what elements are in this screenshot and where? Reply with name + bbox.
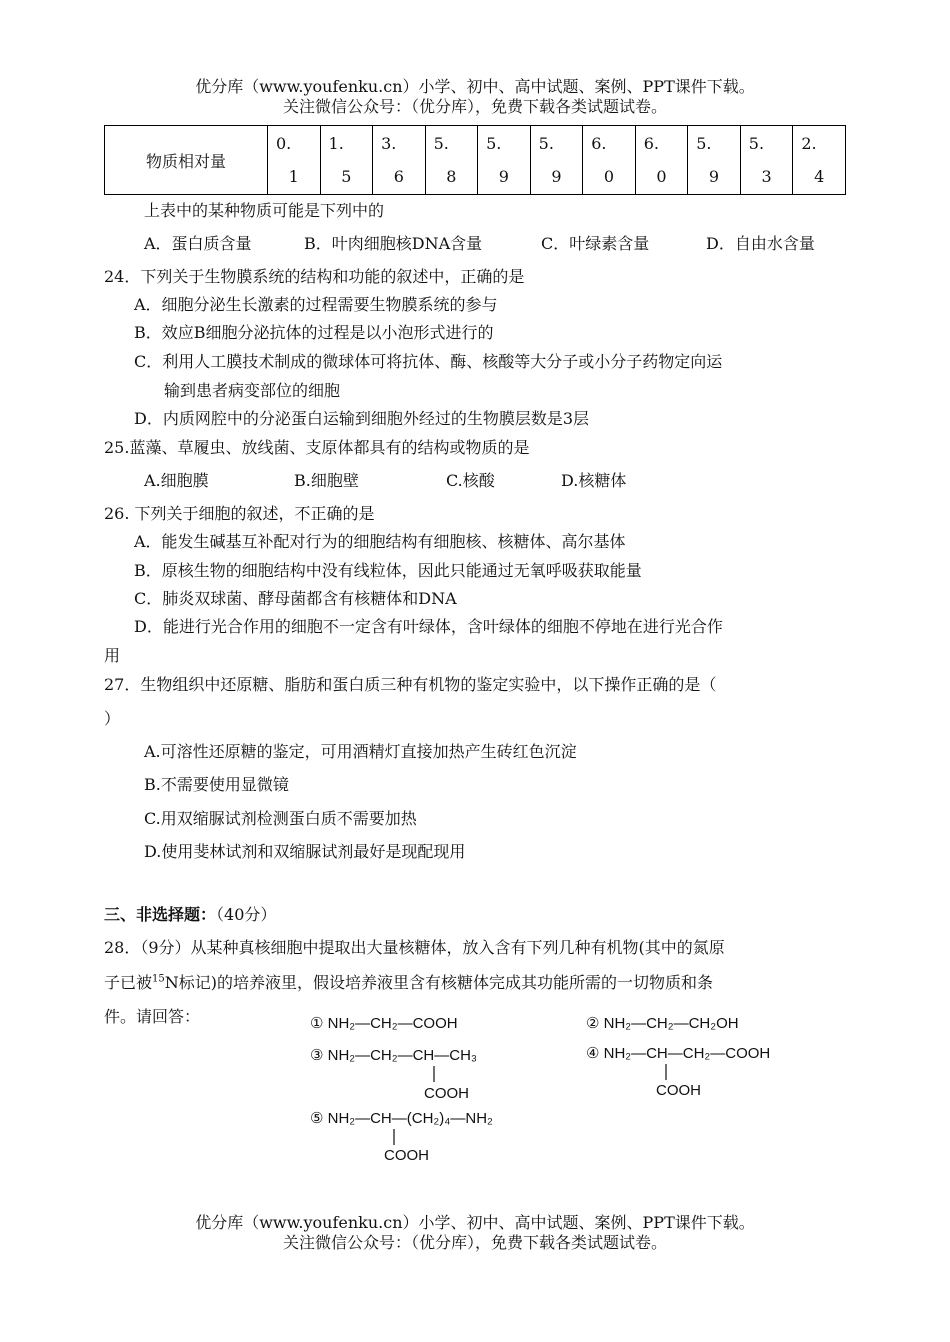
footer-line-1: 优分库（www.youfenku.cn）小学、初中、高中试题、案例、PPT课件下载。	[195, 1213, 755, 1232]
structure-1: ① NH₂—CH₂—COOH	[310, 1015, 458, 1032]
q24-option-c-line1: C．利用人工膜技术制成的微球体可将抗体、酶、核酸等大分子或小分子药物定向运	[134, 352, 723, 371]
q25-options	[144, 470, 626, 492]
q24-stem: 24．下列关于生物膜系统的结构和功能的叙述中，正确的是	[104, 267, 525, 286]
amino-acid-structures	[310, 1010, 790, 1170]
q28-line2: 子已被$^{15}$N标记)的培养液里，假设培养液里含有核糖体完成其功能所需的一切物质和条	[104, 973, 713, 992]
table-cell: 5. 3	[740, 126, 793, 195]
header-line-2: 关注微信公众号：（优分库），免费下载各类试题试卷。	[282, 97, 667, 116]
table-cell: 6. 0	[635, 126, 688, 195]
header-line-1: 优分库（www.youfenku.cn）小学、初中、高中试题、案例、PPT课件下载。	[195, 77, 755, 96]
q25-option-b: B.细胞壁	[294, 471, 359, 490]
q25-option-a: A.细胞膜	[144, 471, 209, 490]
q27-option-b: B.不需要使用显微镜	[144, 775, 289, 794]
q27-option-a: A.可溶性还原糖的鉴定，可用酒精灯直接加热产生砖红色沉淀	[144, 742, 577, 761]
table-cell: 5. 8	[425, 126, 478, 195]
section-heading	[104, 904, 276, 926]
q23-option-d: D．自由水含量	[706, 234, 815, 253]
q23-option-b: B．叶肉细胞核DNA含量	[304, 234, 483, 253]
table-label: 物质相对量	[105, 126, 268, 195]
table-cell: 5. 9	[688, 126, 741, 195]
q25-stem: 25.蓝藻、草履虫、放线菌、支原体都具有的结构或物质的是	[104, 438, 530, 457]
section-score: （40分）	[216, 905, 277, 924]
q24-option-b: B．效应B细胞分泌抗体的过程是以小泡形式进行的	[134, 323, 494, 342]
structure-4: ④ NH₂—CH—CH₂—COOH	[586, 1045, 771, 1062]
q27-stem-line1: 27．生物组织中还原糖、脂肪和蛋白质三种有机物的鉴定实验中，以下操作正确的是（	[104, 675, 717, 694]
q27-option-c: C.用双缩脲试剂检测蛋白质不需要加热	[144, 809, 417, 828]
section-title: 三、非选择题：	[104, 905, 217, 924]
table-cell: 5. 9	[478, 126, 531, 195]
q23-option-a: A．蛋白质含量	[144, 234, 252, 253]
q27-stem-line2: ）	[104, 709, 121, 728]
q24-option-d: D．内质网腔中的分泌蛋白运输到细胞外经过的生物膜层数是3层	[134, 409, 590, 428]
q26-option-d-line2: 用	[104, 646, 121, 665]
substance-table	[104, 125, 846, 195]
structure-2: ② NH₂—CH₂—CH₂OH	[586, 1015, 739, 1032]
table-cell: 1. 5	[320, 126, 373, 195]
q26-option-a: A．能发生碱基互补配对行为的细胞结构有细胞核、核糖体、高尔基体	[134, 532, 626, 551]
structure-4-substituent: COOH	[656, 1082, 701, 1099]
q26-option-d-line1: D．能进行光合作用的细胞不一定含有叶绿体，含叶绿体的细胞不停地在进行光合作	[134, 617, 723, 636]
page-header	[0, 77, 950, 117]
isotope-superscript: 15	[152, 973, 165, 985]
table-cell: 0. 1	[268, 126, 321, 195]
q24-option-c-line2: 输到患者病变部位的细胞	[164, 381, 341, 400]
table-cell: 6. 0	[583, 126, 636, 195]
q26-option-b: B．原核生物的细胞结构中没有线粒体，因此只能通过无氧呼吸获取能量	[134, 561, 642, 580]
q25-option-d: D.核糖体	[561, 471, 627, 490]
q26-stem: 26. 下列关于细胞的叙述，不正确的是	[104, 504, 375, 523]
q26-option-c: C．肺炎双球菌、酵母菌都含有核糖体和DNA	[134, 589, 457, 608]
table-cell: 2. 4	[793, 126, 846, 195]
table-cell: 5. 9	[530, 126, 583, 195]
q25-option-c: C.核酸	[446, 471, 495, 490]
q28-line1: 28．（9分）从某种真核细胞中提取出大量核糖体，放入含有下列几种有机物(其中的氮原	[104, 938, 725, 957]
structure-3-substituent: COOH	[424, 1085, 469, 1102]
structure-5: ⑤ NH₂—CH—(CH₂)₄—NH₂	[310, 1110, 493, 1127]
table-row	[105, 126, 846, 195]
q23-options	[144, 233, 815, 255]
structure-3: ③ NH₂—CH₂—CH—CH₃	[310, 1047, 478, 1064]
q23-option-c: C．叶绿素含量	[541, 234, 650, 253]
q24-option-a: A．细胞分泌生长激素的过程需要生物膜系统的参与	[134, 295, 498, 314]
q28-line3: 件。请回答：	[104, 1007, 201, 1026]
structure-5-substituent: COOH	[384, 1147, 429, 1164]
q27-option-d: D.使用斐林试剂和双缩脲试剂最好是现配现用	[144, 842, 466, 861]
table-cell: 3. 6	[373, 126, 426, 195]
footer-line-2: 关注微信公众号：（优分库），免费下载各类试题试卷。	[282, 1233, 667, 1252]
page-footer	[0, 1213, 950, 1253]
q23-stem: 上表中的某种物质可能是下列中的	[144, 201, 385, 220]
